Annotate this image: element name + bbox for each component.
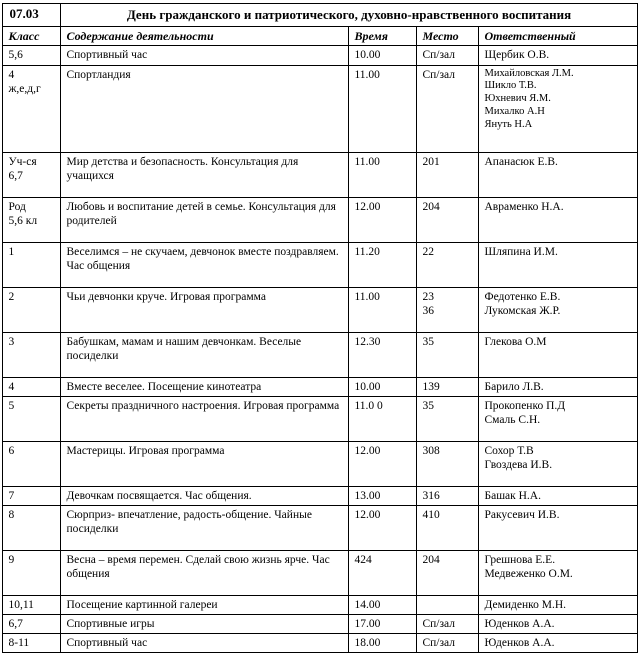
responsible-name: Михайловская Л.М. (484, 67, 574, 79)
responsible-name: Януть Н.А (484, 118, 533, 130)
cell-place: 35 (417, 332, 479, 377)
cell-time: 14.00 (349, 595, 417, 614)
responsible-name: Михалко А.Н (484, 105, 545, 117)
cell-responsible (479, 46, 637, 65)
cell-responsible (479, 152, 637, 197)
table-row (3, 550, 637, 595)
cell-place: 308 (417, 441, 479, 486)
cell-responsible (479, 486, 637, 505)
responsible-name: Гвоздева И.В. (484, 458, 553, 471)
document-date: 07.03 (3, 4, 61, 27)
cell-class: 5,6 (3, 46, 61, 65)
cell-content: Девочкам посвящается. Час общения. (61, 486, 349, 505)
cell-time: 13.00 (349, 486, 417, 505)
cell-class: 4 (3, 377, 61, 396)
responsible-name: Ракусевич И.В. (484, 508, 560, 521)
responsible-name: Лукомская Ж.Р. (484, 304, 561, 317)
cell-time: 12.30 (349, 332, 417, 377)
cell-place: 201 (417, 152, 479, 197)
class-line: Уч-ся (8, 155, 37, 168)
cell-responsible (479, 197, 637, 242)
cell-responsible (479, 65, 637, 152)
cell-class: 3 (3, 332, 61, 377)
responsible-name: Шляпина И.М. (484, 245, 558, 258)
cell-content: Веселимся – не скучаем, девчонок вместе поздравляем. Час общения (61, 242, 349, 287)
cell-place: Сп/зал (417, 633, 479, 652)
table-row (3, 633, 637, 652)
table-row (3, 396, 637, 441)
responsible-name: Башак Н.А. (484, 489, 541, 502)
column-header-place: Место (417, 26, 479, 46)
cell-time: 11.00 (349, 65, 417, 152)
cell-place (417, 595, 479, 614)
cell-class: 9 (3, 550, 61, 595)
cell-time: 10.00 (349, 377, 417, 396)
cell-place: 35 (417, 396, 479, 441)
table-header-row (3, 26, 637, 46)
responsible-name: Юденков А.А. (484, 617, 555, 630)
cell-responsible (479, 242, 637, 287)
table-title-row (3, 4, 637, 27)
cell-place: 410 (417, 505, 479, 550)
cell-class: 5 (3, 396, 61, 441)
table-row (3, 242, 637, 287)
column-header-content: Содержание деятельности (61, 26, 349, 46)
cell-place: 316 (417, 486, 479, 505)
cell-place (417, 287, 479, 332)
responsible-name: Грешнова Е.Е. (484, 553, 556, 566)
schedule-table (2, 3, 637, 653)
cell-place: Сп/зал (417, 65, 479, 152)
table-row (3, 332, 637, 377)
responsible-name: Смаль С.Н. (484, 413, 541, 426)
cell-responsible (479, 377, 637, 396)
cell-responsible (479, 633, 637, 652)
table-row (3, 377, 637, 396)
class-line: 4 (8, 68, 15, 81)
place-line: 36 (422, 304, 434, 317)
responsible-name: Барило Л.В. (484, 380, 544, 393)
cell-place: 204 (417, 550, 479, 595)
responsible-name: Федотенко Е.В. (484, 290, 561, 303)
cell-content: Любовь и воспитание детей в семье. Консультация для родителей (61, 197, 349, 242)
responsible-name: Юхневич Я.М. (484, 93, 551, 105)
cell-responsible (479, 441, 637, 486)
cell-content: Секреты праздничного настроения. Игровая программа (61, 396, 349, 441)
cell-place: 204 (417, 197, 479, 242)
responsible-name: Юденков А.А. (484, 636, 555, 649)
column-header-time: Время (349, 26, 417, 46)
table-row (3, 486, 637, 505)
cell-time: 18.00 (349, 633, 417, 652)
cell-class (3, 65, 61, 152)
cell-content: Весна – время перемен. Сделай свою жизнь ярче. Час общения (61, 550, 349, 595)
responsible-name: Медвеженко О.М. (484, 567, 573, 580)
cell-place: Сп/зал (417, 46, 479, 65)
cell-time: 10.00 (349, 46, 417, 65)
cell-class: 10,11 (3, 595, 61, 614)
cell-place: Сп/зал (417, 614, 479, 633)
table-row (3, 197, 637, 242)
table-row (3, 614, 637, 633)
cell-responsible (479, 595, 637, 614)
responsible-name: Щербик О.В. (484, 49, 550, 62)
table-row (3, 152, 637, 197)
place-line: 23 (422, 290, 434, 303)
cell-class: 7 (3, 486, 61, 505)
table-row (3, 505, 637, 550)
cell-class: 2 (3, 287, 61, 332)
cell-responsible (479, 287, 637, 332)
table-row (3, 595, 637, 614)
responsible-name: Шикло Т.В. (484, 80, 537, 92)
responsible-name: Сохор Т.В (484, 444, 534, 457)
responsible-name: Глекова О.М (484, 335, 547, 348)
cell-content: Спортивный час (61, 633, 349, 652)
cell-time: 12.00 (349, 505, 417, 550)
table-row (3, 441, 637, 486)
class-line: 5,6 кл (8, 214, 38, 227)
cell-content: Спортивный час (61, 46, 349, 65)
class-line: Род (8, 200, 26, 213)
cell-content: Мастерицы. Игровая программа (61, 441, 349, 486)
cell-content: Спортландия (61, 65, 349, 152)
cell-class (3, 197, 61, 242)
cell-class: 1 (3, 242, 61, 287)
cell-content: Сюрприз- впечатление, радость-общение. Чайные посиделки (61, 505, 349, 550)
cell-time: 11.0 0 (349, 396, 417, 441)
cell-responsible (479, 505, 637, 550)
cell-place: 139 (417, 377, 479, 396)
cell-time: 12.00 (349, 197, 417, 242)
table-row (3, 65, 637, 152)
cell-responsible (479, 614, 637, 633)
cell-content: Чьи девчонки круче. Игровая программа (61, 287, 349, 332)
cell-responsible (479, 550, 637, 595)
responsible-name: Демиденко М.Н. (484, 598, 567, 611)
table-row (3, 46, 637, 65)
cell-time: 424 (349, 550, 417, 595)
cell-class (3, 152, 61, 197)
cell-time: 11.00 (349, 152, 417, 197)
column-header-responsible: Ответственный (479, 26, 637, 46)
cell-class: 8 (3, 505, 61, 550)
class-line: 6,7 (8, 169, 23, 182)
cell-class: 8-11 (3, 633, 61, 652)
cell-content: Вместе веселее. Посещение кинотеатра (61, 377, 349, 396)
responsible-name: Авраменко Н.А. (484, 200, 564, 213)
responsible-name: Прокопенко П.Д (484, 399, 566, 412)
responsible-name: Апанасюк Е.В. (484, 155, 558, 168)
cell-class: 6,7 (3, 614, 61, 633)
cell-time: 12.00 (349, 441, 417, 486)
cell-class: 6 (3, 441, 61, 486)
table-row (3, 287, 637, 332)
class-line: ж,е,д,г (8, 82, 41, 95)
cell-content: Бабушкам, мамам и нашим девчонкам. Веселые посиделки (61, 332, 349, 377)
cell-responsible (479, 332, 637, 377)
cell-responsible (479, 396, 637, 441)
cell-time: 17.00 (349, 614, 417, 633)
cell-content: Мир детства и безопасность. Консультация для учащихся (61, 152, 349, 197)
column-header-class: Класс (3, 26, 61, 46)
cell-content: Спортивные игры (61, 614, 349, 633)
cell-content: Посещение картинной галереи (61, 595, 349, 614)
page-title: День гражданского и патриотического, духовно-нравственного воспитания (61, 4, 637, 27)
cell-time: 11.20 (349, 242, 417, 287)
cell-place: 22 (417, 242, 479, 287)
cell-time: 11.00 (349, 287, 417, 332)
